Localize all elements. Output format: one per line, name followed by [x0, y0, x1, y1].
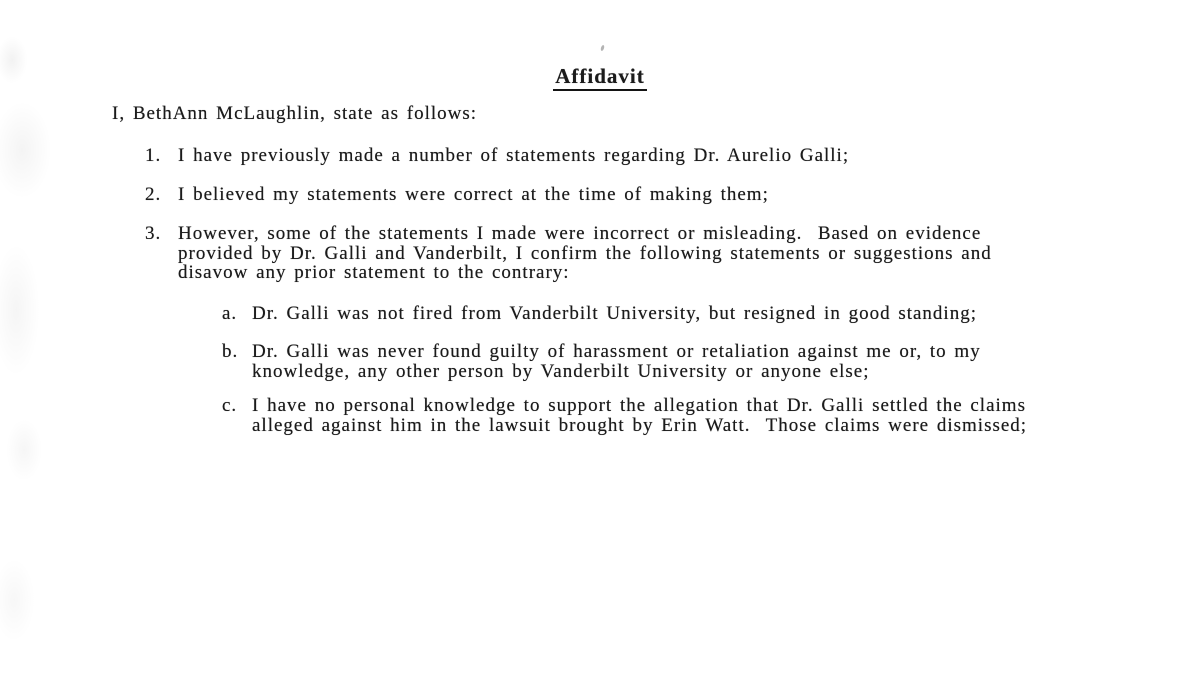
list-item-3-number: 3.: [145, 223, 162, 244]
intro-line: I, BethAnn McLaughlin, state as follows:: [112, 103, 478, 124]
sub-item-c-letter: c.: [222, 395, 238, 416]
list-item-1: [145, 146, 1010, 166]
sub-item-a: [222, 304, 1052, 324]
sub-item-b-text: Dr. Galli was never found guilty of harassment or retaliation against me or, to my knowledge, any other person by Vanderbilt University or anyone else;: [252, 341, 989, 382]
list-item-1-number: 1.: [145, 145, 162, 166]
sub-item-c-text: I have no personal knowledge to support the allegation that Dr. Galli settled the claims alleged against him in the lawsuit brought by Erin Watt. Those claims were dismissed;: [252, 395, 1034, 436]
sub-item-c: [222, 396, 1052, 435]
document-title: [0, 64, 1200, 89]
list-item-3: [145, 224, 1010, 283]
list-item-3-text: However, some of the statements I made were incorrect or misleading. Based on evidence provided by Dr. Galli and Vanderbilt, I confirm the following statements or suggestions and disavow any prior statement to the contrary:: [178, 223, 1000, 283]
list-item-2-number: 2.: [145, 184, 162, 205]
list-item-2: [145, 185, 1010, 205]
sub-item-b-letter: b.: [222, 341, 239, 362]
list-item-1-text: I have previously made a number of statements regarding Dr. Aurelio Galli;: [178, 145, 850, 166]
sub-item-a-text: Dr. Galli was not fired from Vanderbilt University, but resigned in good standing;: [252, 303, 977, 324]
sub-item-a-letter: a.: [222, 303, 238, 324]
sub-item-b: [222, 342, 1052, 381]
list-item-2-text: I believed my statements were correct at the time of making them;: [178, 184, 769, 205]
document-title-text: Affidavit: [553, 64, 647, 91]
